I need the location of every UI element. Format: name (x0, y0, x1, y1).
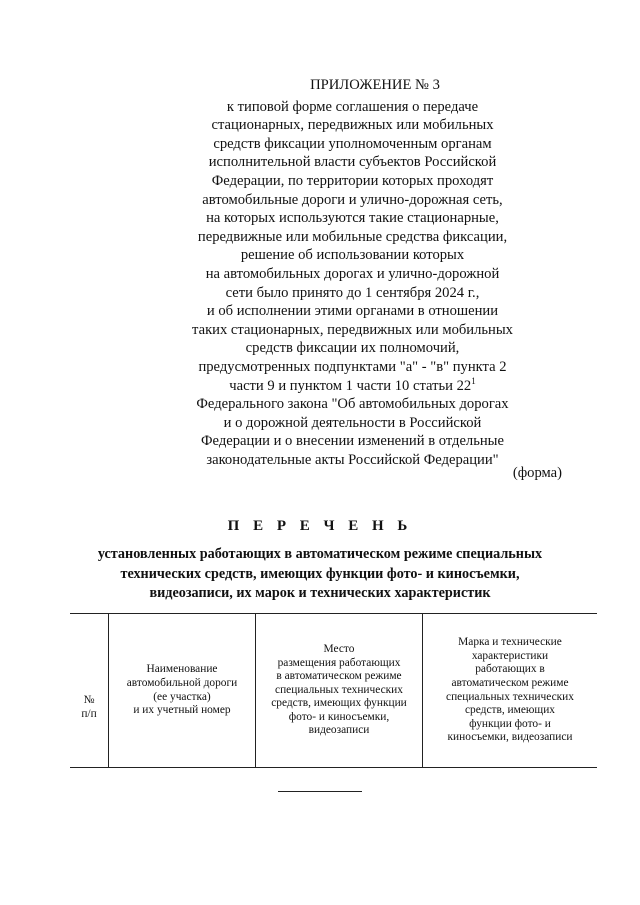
appendix-header (190, 76, 515, 469)
appendix-line: и об исполнении этими органами в отношении (206, 303, 499, 320)
header-line: характеристики (471, 649, 549, 662)
header-line: Марка и технические (458, 636, 562, 649)
appendix-line: на автомобильных дорогах и улично-дорожной (205, 265, 500, 282)
header-line: и их учетный номер (133, 704, 231, 717)
header-line: работающих в (475, 663, 545, 676)
footnote-marker: 1 (471, 375, 476, 386)
appendix-line: автомобильные дороги и улично-дорожная сеть, (202, 191, 503, 208)
header-line: фото- и киносъемки, (288, 710, 390, 723)
document-subtitle (60, 545, 580, 604)
appendix-line: Федерации и о внесении изменений в отдельные (201, 433, 504, 450)
column-header-brand (423, 614, 598, 768)
registry-table (70, 613, 574, 768)
document-title: П Е Р Е Ч Е Н Ь (227, 518, 413, 534)
header-line: киносъемки, видеозаписи (447, 731, 573, 744)
header-line: Место (323, 642, 355, 655)
column-header-placement (256, 614, 423, 768)
subtitle-line: технических средств, имеющих функции фото- и киносъемки, (120, 565, 520, 582)
subtitle-line: установленных работающих в автоматическом режиме специальных (97, 546, 543, 562)
appendix-line: Федерации, по территории которых проходят (211, 172, 494, 189)
appendix-line: средств фиксации уполномоченным органам (213, 135, 492, 152)
header-line: специальных технических (275, 683, 403, 696)
footer-divider (278, 791, 362, 792)
appendix-line: и о дорожной деятельности в Российской (223, 414, 482, 431)
appendix-line: стационарных, передвижных или мобильных (211, 117, 494, 134)
table-header-row (70, 614, 597, 768)
header-line: (ее участка) (153, 690, 211, 703)
appendix-line: решение об использовании которых (240, 247, 465, 264)
appendix-line-with-footnote (190, 377, 515, 396)
appendix-line: на которых используются такие стационарные, (206, 210, 499, 227)
appendix-line: предусмотренных подпунктами "а" - "в" пункта 2 (198, 358, 507, 375)
header-line: размещения работающих (277, 656, 401, 669)
appendix-line: законодательные акты Российской Федерации" (206, 451, 499, 468)
appendix-line-text: части 9 и пунктом 1 части 10 статьи 22 (229, 377, 472, 394)
header-line: функции фото- и (469, 717, 551, 730)
header-line: № (83, 694, 95, 707)
header-line: в автоматическом режиме (276, 670, 402, 683)
header-line: видеозаписи (308, 724, 370, 737)
header-line: Наименование (146, 663, 218, 676)
header-line: средств, имеющих (465, 704, 555, 717)
header-line: автоматическом режиме (451, 676, 569, 689)
appendix-line: таких стационарных, передвижных или мобильных (192, 321, 513, 338)
column-header-number (70, 614, 109, 768)
appendix-line: передвижные или мобильные средства фиксации, (197, 228, 508, 245)
header-line: средств, имеющих функции (271, 697, 407, 710)
appendix-line: исполнительной власти субъектов Российской (208, 154, 497, 171)
appendix-line: сети было принято до 1 сентября 2024 г., (225, 284, 480, 301)
header-line: специальных технических (446, 690, 574, 703)
form-label: (форма) (512, 465, 562, 481)
subtitle-line: видеозаписи, их марок и технических характеристик (149, 585, 491, 601)
column-header-road (109, 614, 256, 768)
header-line: п/п (81, 708, 97, 720)
appendix-line: средств фиксации их полномочий, (245, 340, 460, 357)
appendix-title: ПРИЛОЖЕНИЕ № 3 (310, 77, 440, 93)
header-line: автомобильной дороги (126, 676, 238, 689)
appendix-line: Федерального закона "Об автомобильных дорогах (196, 396, 509, 413)
appendix-line: к типовой форме соглашения о передаче (226, 98, 479, 115)
